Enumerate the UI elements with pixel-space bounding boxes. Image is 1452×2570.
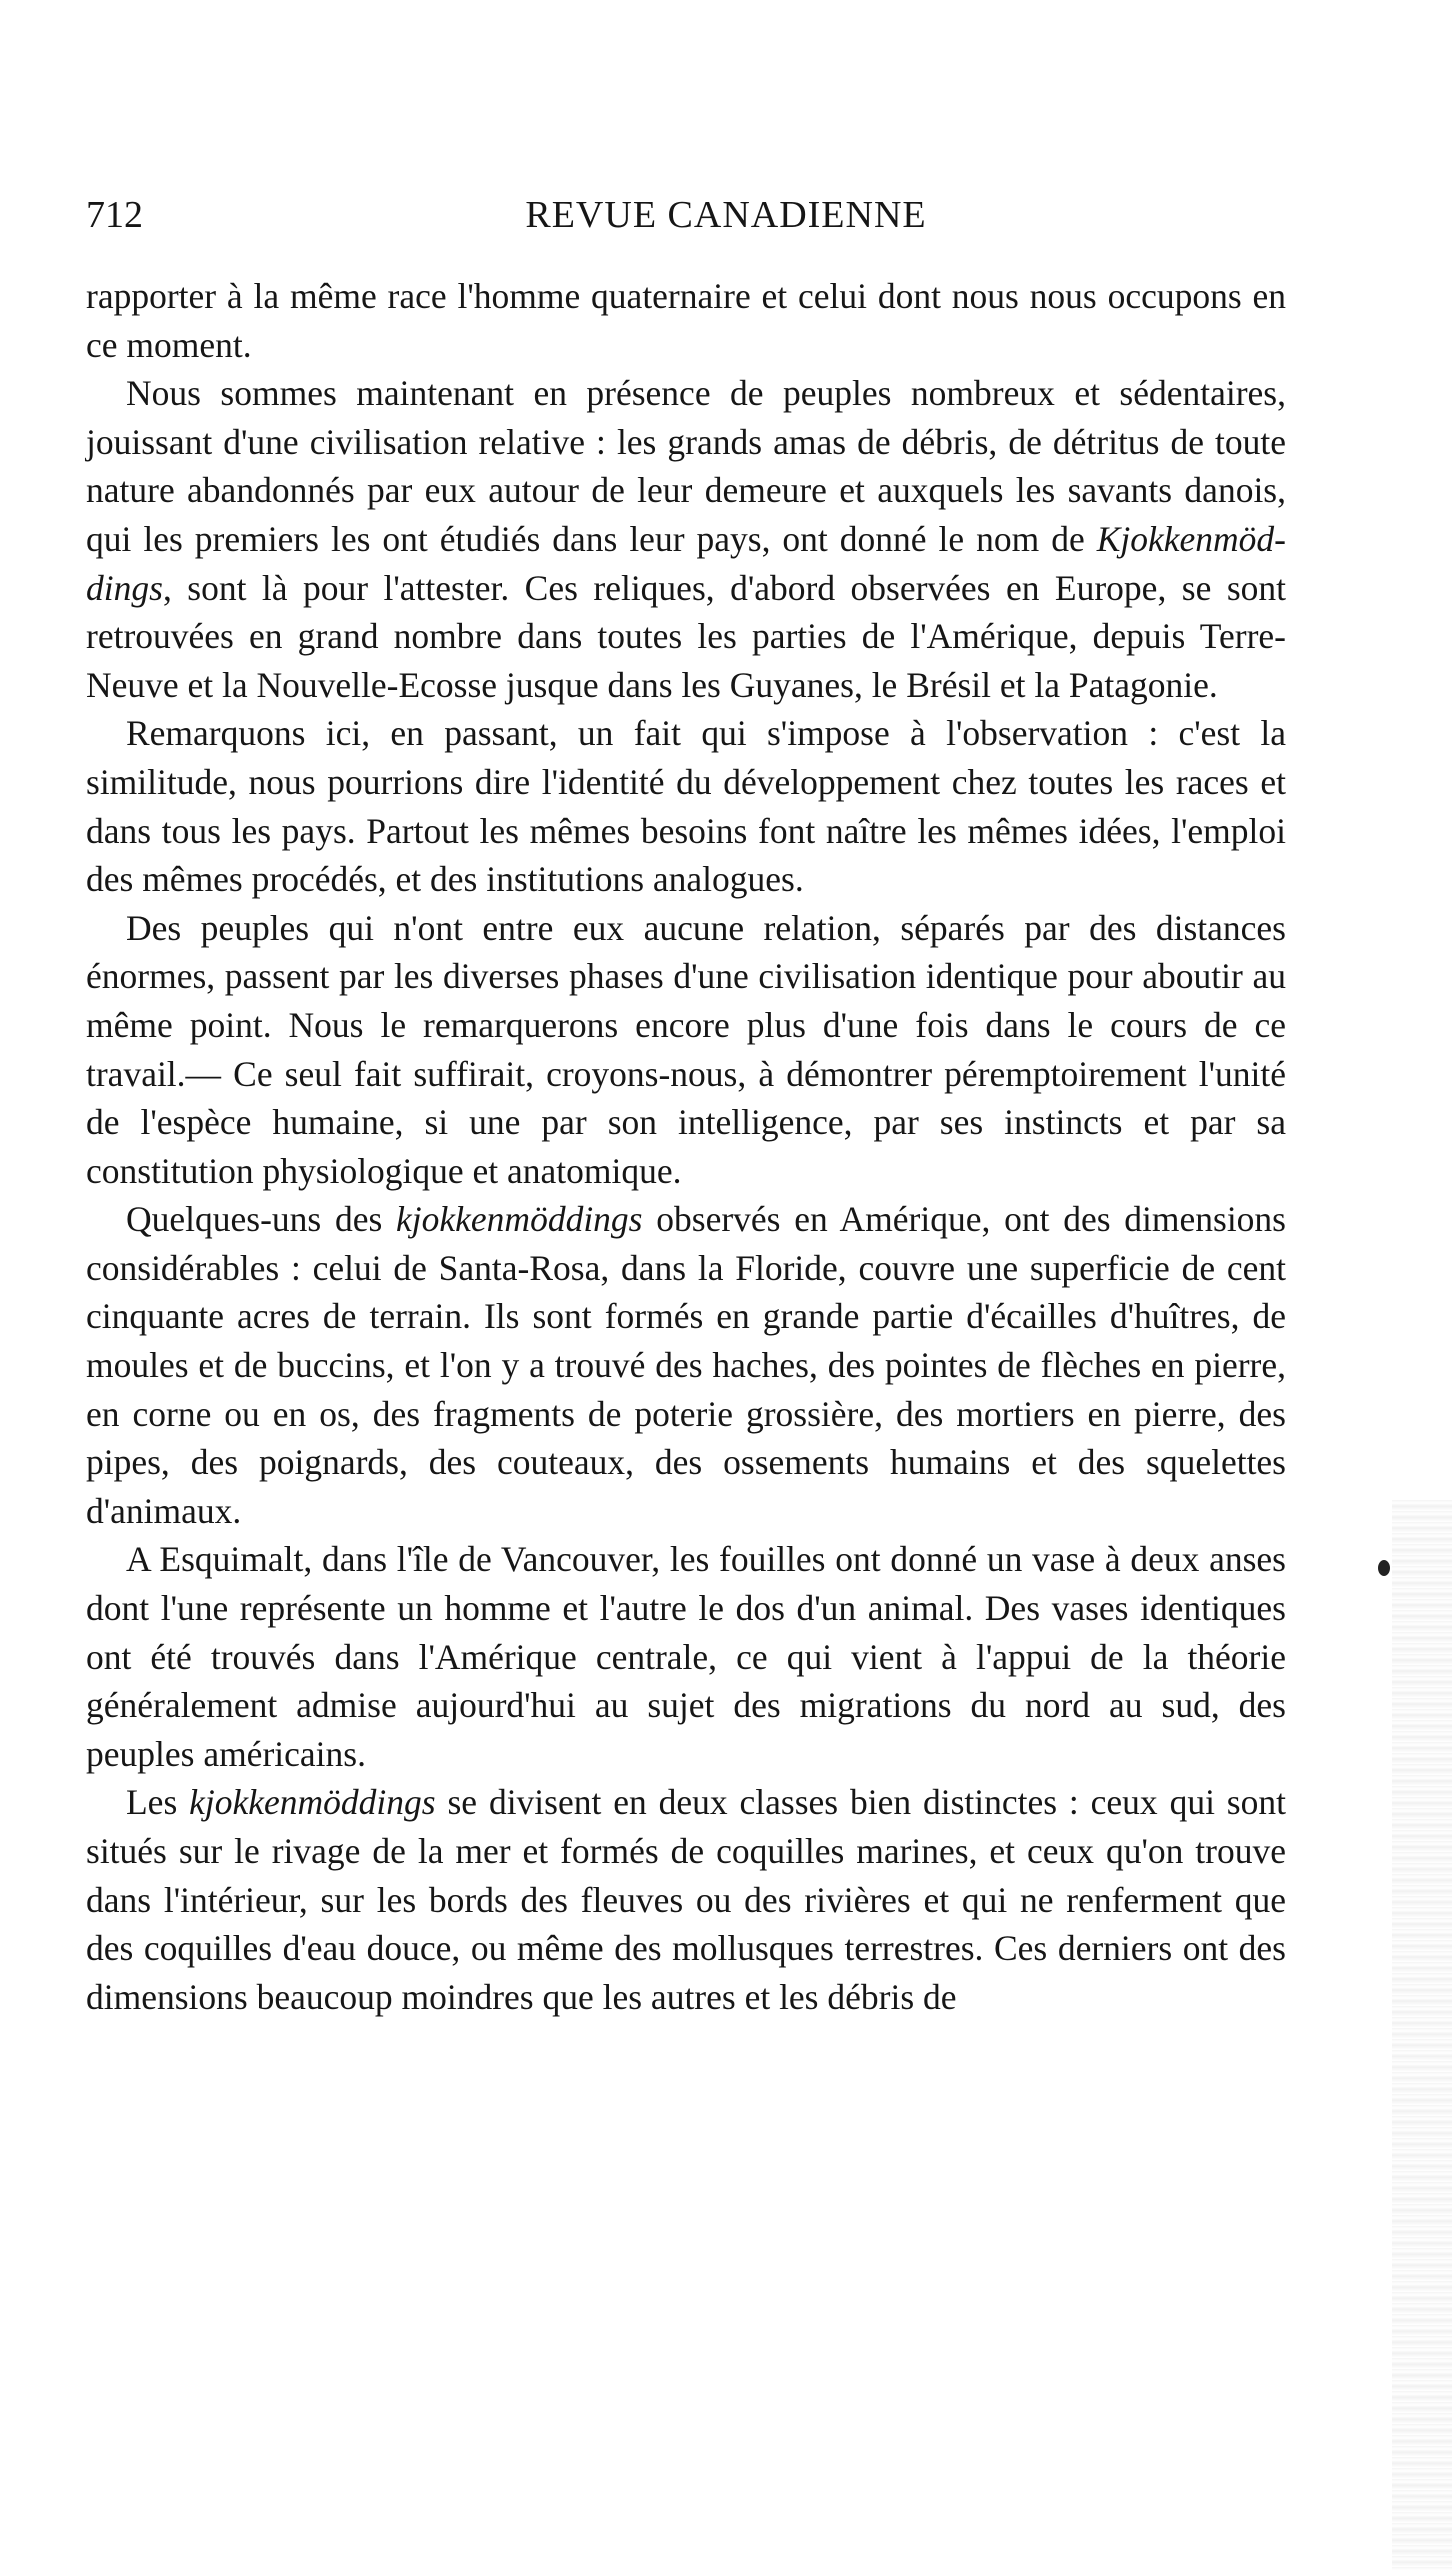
paragraph-1 (86, 272, 1286, 369)
paragraph-4 (86, 904, 1286, 1196)
paragraph-6-text: A Esquimalt, dans l'île de Vancouver, les fouilles ont donné un vase à deux anses dont l'une représente un homme et l'autre le dos d'un animal. Des vases identiques ont été trouvés dans l'Amérique centrale, ce qui vient à l'appui de la théorie généralement admise aujourd'hui au sujet des migrations du nord au sud, des peuples américains. (86, 1539, 1286, 1774)
paragraph-5 (86, 1195, 1286, 1535)
paragraph-5-term: kjokkenmöddings (396, 1199, 643, 1240)
paragraph-6 (86, 1535, 1286, 1778)
paragraph-1-text: rapporter à la même race l'homme quaternaire et celui dont nous nous occupons en ce moment. (86, 276, 1286, 365)
paragraph-5-lead: Quelques-uns des (126, 1199, 397, 1240)
paragraph-7-rest: se divisent en deux classes bien distinctes : ceux qui sont situés sur le rivage de la mer et formés de coquilles marines, et ceux qu'on trouve dans l'intérieur, sur les bords des fleuves ou des rivières et qui ne renferment que des coquilles d'eau douce, ou même des mollusques terrestres. Ces derniers ont des dimensions beaucoup moindres que les autres et les débris de (86, 1782, 1286, 2017)
paragraph-5-rest: observés en Amérique, ont des dimensions considérables : celui de Santa-Rosa, dans la Floride, couvre une superficie de cent cinquante acres de terrain. Ils sont formés en grande partie d'écailles d'huîtres, de moules et de buccins, et l'on y a trouvé des haches, des pointes de flèches en pierre, en corne ou en os, des fragments de poterie grossière, des mortiers en pierre, des pipes, des poignards, des couteaux, des ossements humains et des squelettes d'animaux. (86, 1199, 1287, 1531)
scan-edge-noise (1392, 1500, 1452, 2570)
article-body (86, 272, 1286, 2021)
paragraph-7 (86, 1778, 1286, 2021)
ink-fleck (1378, 1560, 1390, 1576)
paragraph-4-text: Des peuples qui n'ont entre eux aucune relation, séparés par des distances énormes, passent par les diverses phases d'une civilisation identique pour aboutir au même point. Nous le remarquerons encore plus d'une fois dans le cours de ce travail.— Ce seul fait suffirait, croyons-nous, à démontrer péremptoirement l'unité de l'espèce humaine, si une par son intelligence, par ses instincts et par sa constitution physiologique et anatomique. (86, 907, 1286, 1191)
running-head: REVUE CANADIENNE (525, 194, 927, 236)
paragraph-2 (86, 369, 1286, 709)
paragraph-3 (86, 709, 1286, 903)
paragraph-7-lead: Les (126, 1782, 190, 1823)
page-number: 712 (86, 194, 143, 236)
paragraph-2-term: Kjokkenmöddings (86, 518, 1286, 608)
paragraph-2-text: Nous sommes maintenant en présence de peuples nombreux et sédentaires, jouissant d'une civilisation relative : les grands amas de débris, de détritus de toute nature abandonnés par eux autour de leur demeure et auxquels les savants danois, qui les premiers les ont étudiés dans leur pays, ont donné le nom de (86, 373, 1286, 559)
paragraph-7-term: kjokkenmöddings (189, 1782, 436, 1823)
paragraph-3-text: Remarquons ici, en passant, un fait qui s'impose à l'observation : c'est la similitude, nous pourrions dire l'identité du développement chez toutes les races et dans tous les pays. Partout les mêmes besoins font naître les mêmes idées, l'emploi des mêmes procédés, et des institutions analogues. (86, 713, 1286, 900)
paragraph-2-rest: , sont là pour l'attester. Ces reliques, d'abord observées en Europe, se sont retrouvées en grand nombre dans toutes les parties de l'Amérique, depuis Terre-Neuve et la Nouvelle-Ecosse jusque dans les Guyanes, le Brésil et la Patagonie. (86, 567, 1286, 705)
